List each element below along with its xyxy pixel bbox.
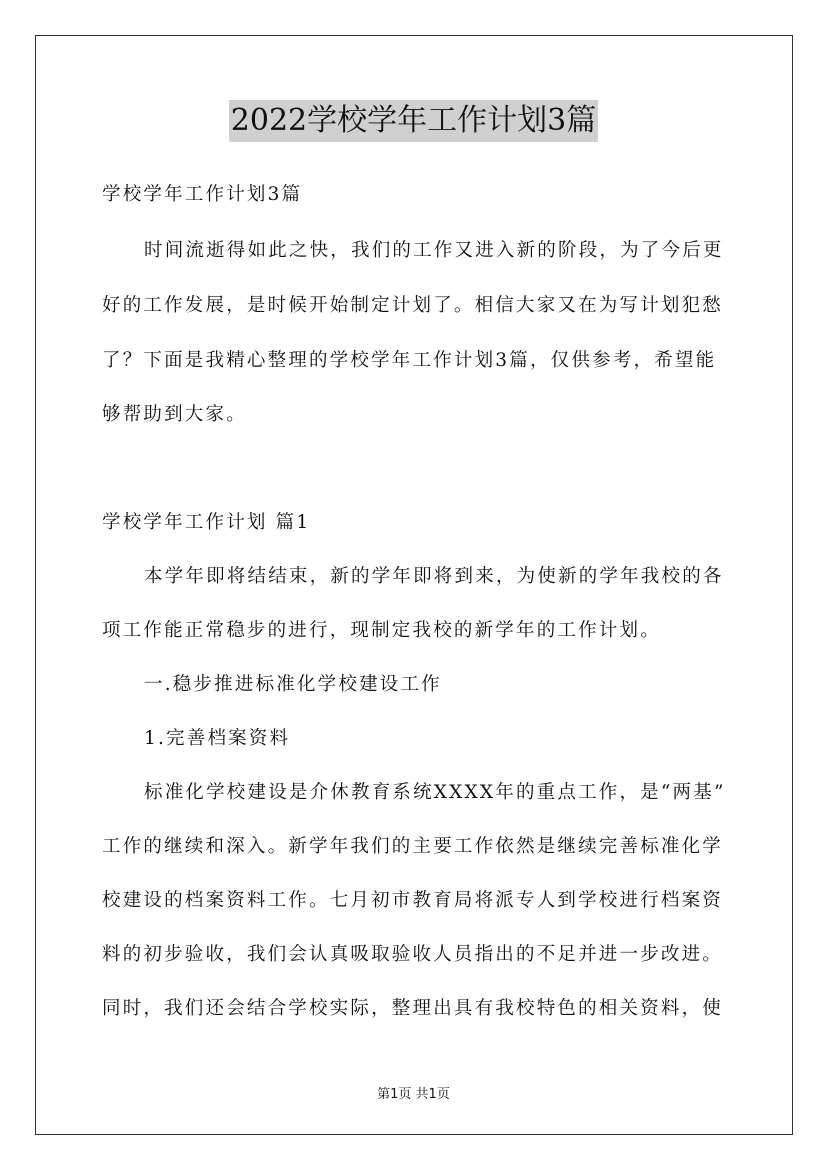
paragraph-line: 够帮助到大家。 [102, 404, 247, 425]
paragraph-line: 料的初步验收，我们会认真吸取验收人员指出的不足并进一步改进。 [102, 944, 724, 965]
paragraph-line: 时间流逝得如此之快，我们的工作又进入新的阶段，为了今后更 [144, 240, 724, 261]
paragraph-line: 校建设的档案资料工作。七月初市教育局将派专人到学校进行档案资 [102, 890, 724, 911]
paragraph-line: 同时，我们还会结合学校实际，整理出具有我校特色的相关资料，使 [102, 998, 724, 1019]
subheading: 一.稳步推进标准化学校建设工作 [144, 674, 442, 695]
section-heading: 学校学年工作计划 篇1 [102, 512, 311, 533]
paragraph-line: 本学年即将结结束，新的学年即将到来，为使新的学年我校的各 [144, 566, 724, 587]
subheading: 1.完善档案资料 [144, 728, 291, 749]
document-title: 2022学校学年工作计划3篇 [229, 100, 598, 142]
paragraph-line: 项工作能正常稳步的进行，现制定我校的新学年的工作计划。 [102, 620, 661, 641]
title-container [0, 100, 827, 142]
paragraph-line: 好的工作发展，是时候开始制定计划了。相信大家又在为写计划犯愁 [102, 295, 724, 316]
paragraph-line: 工作的继续和深入。新学年我们的主要工作依然是继续完善标准化学 [102, 836, 724, 857]
paragraph-line: 了？下面是我精心整理的学校学年工作计划3篇，仅供参考，希望能 [102, 350, 717, 371]
page-footer: 第1页 共1页 [377, 1087, 450, 1102]
paragraph-line: 标准化学校建设是介休教育系统XXXX年的重点工作，是“两基” [144, 782, 726, 803]
section-heading: 学校学年工作计划3篇 [102, 184, 303, 205]
